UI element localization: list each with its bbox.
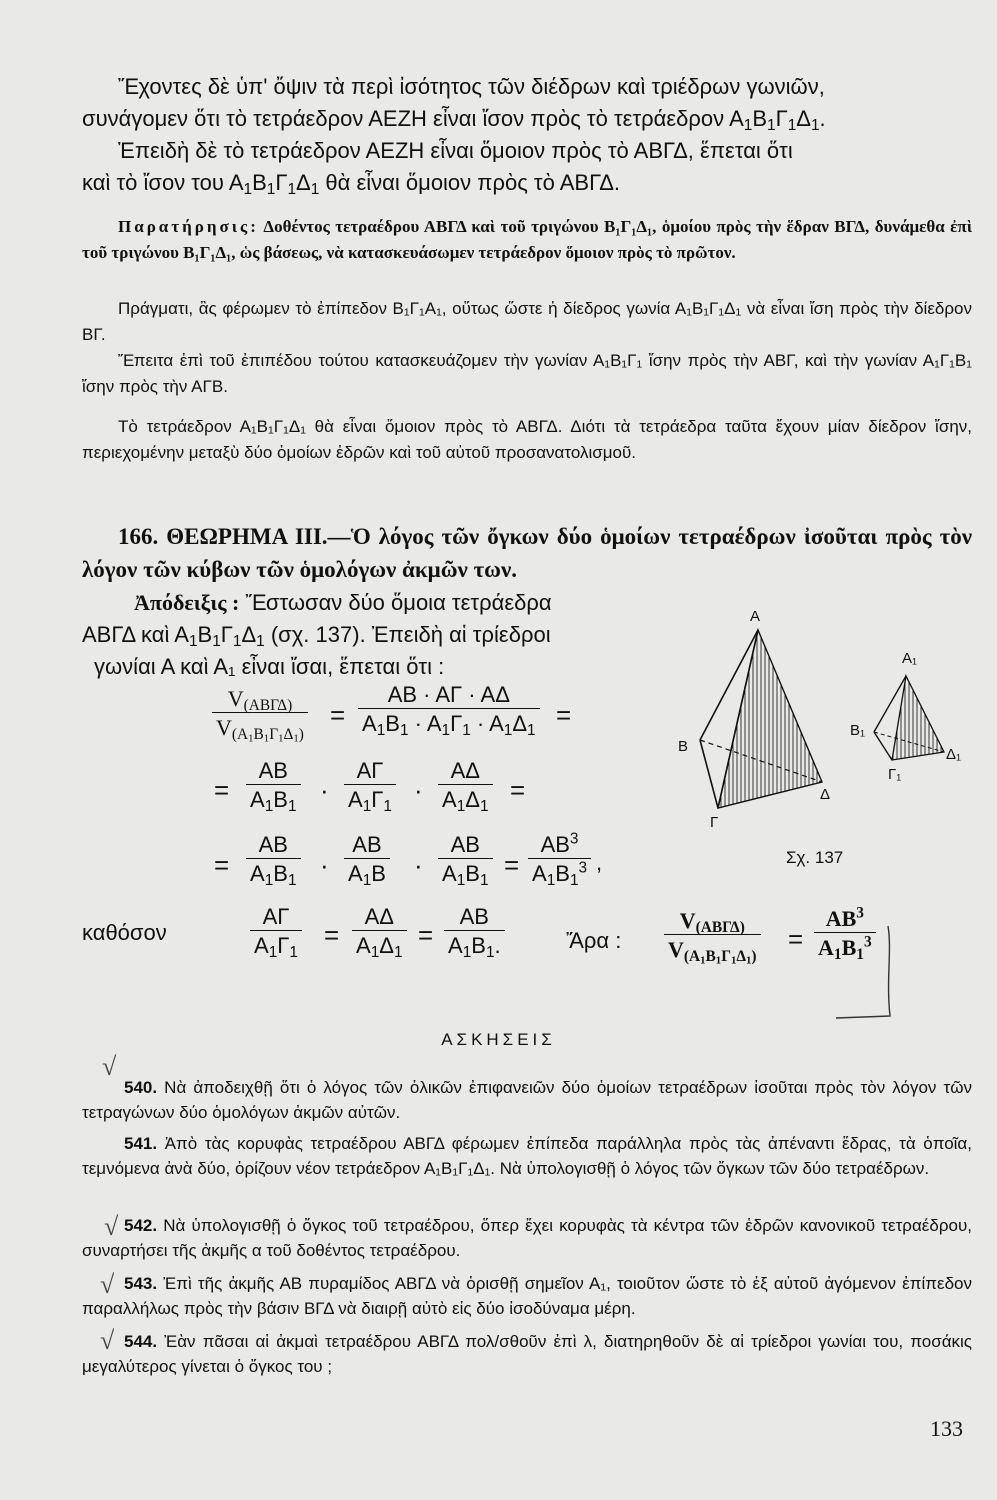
frac-final-vol: $V_{(AB\Gamma\Delta)}$ $V_{(A_1B_1\Gamma_1\Delta_1)}$ (664, 908, 761, 963)
equals-sign: = (556, 700, 572, 730)
intro-line-4b: θὰ εἶναι ὅμοιον πρὸς τὸ ΑΒΓΔ. (325, 170, 621, 195)
exercise-542-num: 542. (124, 1216, 158, 1235)
intro-line-1: Ἔχοντες δὲ ὑπ' ὄψιν τὰ περὶ ἰσότητος τῶν διέδρων καὶ τριέδρων γωνιῶν, (118, 74, 825, 99)
exercise-541-text: Ἀπὸ τὰς κορυφὰς τετραέδρου ΑΒΓΔ φέρωμεν ἐπίπεδα παράλληλα πρὸς τὰς ἀπέναντι ἕδρας, τὰ ὁποῖα, τεμνόμενα ἀνὰ δύο, ὁρίζουν νέον τετράεδρον Α₁Β₁Γ₁Δ₁. Νὰ ὑπολογισθῇ ὁ λόγος τῶν ὄγκων τῶν δύο τετραέδρων. (82, 1134, 972, 1178)
figure-caption: Σχ. 137 (786, 848, 844, 867)
frac-ad: $\frac{A\Delta}{A_1\Delta_1}$ (438, 758, 493, 813)
label-a: Α (750, 608, 761, 625)
page-number: 133 (930, 1416, 963, 1441)
proof-label: Ἀπόδειξις : (134, 590, 240, 615)
theorem-statement (82, 520, 972, 587)
frac-ab-2: $\frac{AB}{A_1B_1}$ (246, 832, 301, 887)
exercise-542 (82, 1214, 972, 1263)
proof-line-2a: ΑΒΓΔ καὶ (82, 622, 170, 647)
label-b1: Β₁ (850, 722, 866, 739)
figure-137 (660, 610, 980, 880)
frac-ab-4: $\frac{AB}{A_1B_1}$ (438, 832, 493, 887)
checkmark-542: √ (104, 1212, 119, 1241)
exercise-541 (82, 1132, 972, 1181)
frac-ag-2: $\frac{A\Gamma}{A_1\Gamma_1}$ (250, 904, 302, 959)
remark-para-2: Ἔπειτα ἐπὶ τοῦ ἐπιπέδου τούτου κατασκευάζομεν τὴν γωνίαν Α₁Β₁Γ₁ ἴσην πρὸς τὴν ΑΒΓ, καὶ τὴν γωνίαν Α₁Γ₁Β₁ ἴσην πρὸς τὴν ΑΓΒ. (82, 351, 972, 397)
exercise-541-num: 541. (124, 1134, 158, 1153)
intro-line-4a: καὶ τὸ ἴσον του (82, 170, 224, 195)
checkmark-540: √ (102, 1052, 117, 1081)
equals-sign: = (788, 924, 804, 954)
equals-sign: = (330, 700, 346, 730)
exercise-544-text: Ἐὰν πᾶσαι αἱ ἀκμαὶ τετραέδρου ΑΒΓΔ πολ/σθοῦν ἐπὶ λ, διατηρηθοῦν δὲ αἱ τρίεδροι γωνίαι του, ποσάκις μεγαλύτερος γίνεται ὁ ὄγκος του ; (82, 1332, 972, 1376)
dot-sign: · (320, 850, 329, 880)
comma: , (596, 850, 603, 875)
frac-ad-2: $\frac{A\Delta}{A_1\Delta_1}$ (352, 904, 407, 959)
exercise-544 (82, 1330, 972, 1379)
proof-line-1 (82, 588, 662, 618)
intro-line-4: καὶ τὸ ἴσον του $A_1B_1\Gamma_1\Delta_1$ θὰ εἶναι ὅμοιον πρὸς τὸ ΑΒΓΔ. (82, 170, 621, 198)
equals-sign: = (214, 775, 230, 805)
proof-line-2: ΑΒΓΔ καὶ $A_1B_1\Gamma_1\Delta_1$ (σχ. 137). Ἐπειδὴ αἱ τρίεδροι (82, 622, 551, 650)
intro-line-2: συνάγομεν ὅτι τὸ τετράεδρον ΑΕΖΗ εἶναι ἴσον πρὸς τὸ τετράεδρον $A_1B_1\Gamma_1\Delta_1$. (82, 106, 826, 134)
remark-para-1: Πράγματι, ἂς φέρωμεν τὸ ἐπίπεδον Β₁Γ₁Α₁, οὕτως ὥστε ἡ δίεδρος γωνία Α₁Β₁Γ₁Δ₁ νὰ εἶναι ἴση πρὸς τὴν δίεδρον ΒΓ. (82, 299, 972, 345)
frac-ab-5: $\frac{AB}{A_1B_1.}$ (444, 904, 505, 959)
frac-vol-ratio: $V_{(AB\Gamma\Delta)}$ $V_{(A_1B_1\Gamma_1\Delta_1)}$ (212, 686, 308, 741)
label-d: Δ (820, 786, 831, 803)
exercise-540 (82, 1076, 972, 1125)
proof-line-1-text: Ἔστωσαν δύο ὅμοια τετράεδρα (245, 590, 552, 615)
kathoson-label: καθόσον (82, 920, 167, 945)
equals-sign: = (510, 775, 526, 805)
checkmark-544: √ (100, 1326, 115, 1355)
exercise-543-text: Ἐπὶ τῆς ἀκμῆς ΑΒ πυραμίδος ΑΒΓΔ νὰ ὁρισθῇ σημεῖον Α₁, τοιοῦτον ὥστε τὸ ἐξ αὐτοῦ ἀγόμενον ἐπίπεδον παραλλήλως πρὸς τὴν βάσιν ΒΓΔ νὰ διαιρῇ αὐτὸ εἰς δύο ἰσοδύναμα μέρη. (82, 1274, 972, 1318)
equals-sign: = (324, 920, 340, 950)
dot-sign: · (414, 775, 423, 805)
theorem-number: 166. ΘΕΩΡΗΜΑ ΙΙΙ.— (118, 524, 351, 549)
frac-ab-cubed: $\frac{AB^3}{A_1B_1^3}$ (528, 832, 591, 887)
frac-ab-3: $\frac{AB}{A_1B}$ (344, 832, 390, 887)
equals-sign: = (418, 920, 434, 950)
label-b: Β (678, 738, 689, 755)
proof-line-2b: (σχ. 137). Ἐπειδὴ αἱ τρίεδροι (270, 622, 551, 647)
label-a1: Α₁ (902, 650, 918, 667)
exercise-542-text: Νὰ ὑπολογισθῇ ὁ ὄγκος τοῦ τετραέδρου, ὅπερ ἔχει κορυφὰς τὰ κέντρα τῶν ἑδρῶν κανονικοῦ τετραέδρου, συναρτήσει τῆς ἀκμῆς α τοῦ δοθέντος τετραέδρου. (82, 1216, 972, 1260)
equals-sign: = (214, 850, 230, 880)
frac-ab: $\frac{AB}{A_1B_1}$ (246, 758, 301, 813)
remark-bold-text: Δοθέντος τετραέδρου ΑΒΓΔ καὶ τοῦ τριγώνου Β₁Γ₁Δ₁, ὁμοίου πρὸς τὴν ἕδραν ΒΓΔ, δυνάμεθα ἐπὶ τοῦ τριγώνου Β₁Γ₁Δ₁, ὡς βάσεως, νὰ κατασκευάσωμεν τετράεδρον ὅμοιον πρὸς τὸ πρῶτον. (82, 217, 973, 262)
label-g: Γ (710, 814, 719, 831)
remark-para-3: Τὸ τετράεδρον Α₁Β₁Γ₁Δ₁ θὰ εἶναι ὅμοιον πρὸς τὸ ΑΒΓΔ. Διότι τὰ τετράεδρα ταῦτα ἔχουν μίαν δίεδρον ἴσην, περιεχομένην μεταξὺ δύο ὁμοίων ἑδρῶν καὶ τοῦ αὐτοῦ προσανατολισμοῦ. (82, 417, 972, 463)
dot-sign: · (320, 775, 329, 805)
exercise-543 (82, 1272, 972, 1321)
exercise-540-text: Νὰ ἀποδειχθῇ ὅτι ὁ λόγος τῶν ὁλικῶν ἐπιφανειῶν δύο ὁμοίων τετραέδρων ἰσοῦται πρὸς τὸν λόγον τῶν τετραγώνων δύο ὁμολόγων ἀκμῶν αὐτῶν. (82, 1078, 972, 1122)
exercises-title: ΑΣΚΗΣΕΙΣ (441, 1030, 556, 1049)
theorem-text: Ὁ λόγος τῶν ὄγκων δύο ὁμοίων τετραέδρων ἰσοῦται πρὸς τὸν λόγον τῶν κύβων τῶν ὁμολόγων ἀκμῶν των. (82, 524, 972, 583)
exercise-544-num: 544. (124, 1332, 158, 1351)
ara-label: Ἄρα : (566, 928, 622, 953)
checkmark-543: √ (100, 1270, 115, 1299)
frac-product: $\frac{AB \cdot A\Gamma \cdot A\Delta}{A_1B_1 \cdot A_1\Gamma_1 \cdot A_1\Delta_1}$ (358, 682, 540, 737)
frac-ag: $\frac{A\Gamma}{A_1\Gamma_1}$ (344, 758, 396, 813)
handwritten-bracket (826, 920, 906, 1030)
intro-line-2-text: συνάγομεν ὅτι τὸ τετράεδρον ΑΕΖΗ εἶναι ἴσον πρὸς τὸ τετράεδρον (82, 106, 725, 131)
remark-heading: Παρατήρησις: (118, 217, 259, 236)
intro-line-3: Ἐπειδὴ δὲ τὸ τετράεδρον ΑΕΖΗ εἶναι ὅμοιον πρὸς τὸ ΑΒΓΔ, ἕπεται ὅτι (118, 138, 793, 163)
exercise-540-num: 540. (124, 1078, 158, 1097)
proof-line-3: γωνίαι Α καὶ Α₁ εἶναι ἴσαι, ἕπεται ὅτι : (94, 654, 445, 679)
frac-final-cube: $\frac{AB^3}{A_1B_1^3}$ (814, 906, 876, 961)
dot-sign: · (414, 850, 423, 880)
equals-sign: = (504, 850, 520, 880)
label-d1: Δ₁ (946, 746, 962, 763)
exercise-543-num: 543. (124, 1274, 158, 1293)
remark-bold (82, 214, 972, 265)
label-g1: Γ₁ (888, 766, 902, 783)
